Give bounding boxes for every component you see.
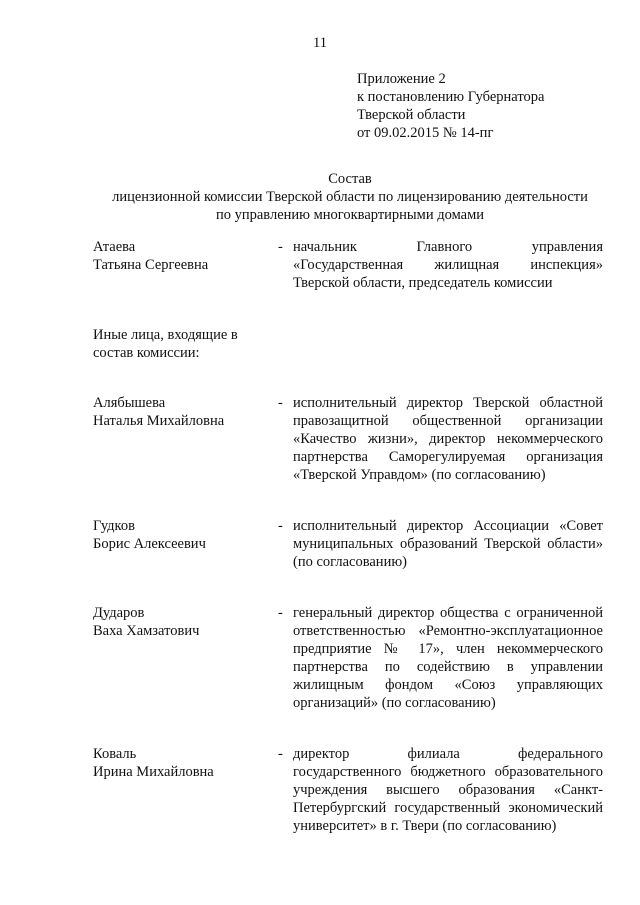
member-dash: - (278, 746, 283, 762)
member-surname: Дударов (93, 605, 145, 621)
title-line-1: Состав (328, 171, 372, 187)
member-surname: Коваль (93, 746, 137, 762)
member-dash: - (278, 239, 283, 255)
member-surname: Атаева (93, 239, 136, 255)
member-given-name: Ирина Михайловна (93, 764, 214, 780)
title-line-2: лицензионной комиссии Тверской области по лицензированию деятельности (112, 189, 588, 205)
member-role: исполнительный директор Тверской областной правозащитной общественной организации «Качество жизни», директор некоммерческого партнерства Саморегулируемая организация «Тверской Управдом» (по согласованию) (293, 395, 603, 483)
member-given-name: Наталья Михайловна (93, 413, 225, 429)
appendix-line-3: Тверской области (357, 107, 466, 123)
member-surname: Гудков (93, 518, 135, 534)
member-role: директор филиала федерального государственного бюджетного образовательного учреждения высшего образования «Санкт-Петербургский государственный экономический университет» в г. Твери (по согласованию) (293, 746, 603, 834)
member-dash: - (278, 395, 283, 411)
member-item (93, 517, 603, 571)
page-number: 11 (313, 35, 327, 51)
appendix-line-2: к постановлению Губернатора (357, 89, 545, 105)
member-name (93, 604, 278, 712)
member-given-name: Татьяна Сергеевна (93, 257, 209, 273)
member-item (93, 604, 603, 712)
member-role: начальник Главного управления «Государственная жилищная инспекция» Тверской области, председатель комиссии (293, 239, 603, 291)
member-given-name: Борис Алексеевич (93, 536, 206, 552)
member-name (93, 238, 278, 292)
title-line-3: по управлению многоквартирными домами (215, 207, 485, 223)
member-name (93, 745, 278, 835)
member-name (93, 517, 278, 571)
member-surname: Алябышева (93, 395, 166, 411)
member-dash: - (278, 605, 283, 621)
appendix-line-1: Приложение 2 (357, 71, 446, 87)
member-item (93, 745, 603, 835)
member-dash: - (278, 518, 283, 534)
appendix-note (357, 70, 627, 142)
member-role: генеральный директор общества с ограниченной ответственностью «Ремонтно-эксплуатационное предприятие № 17», член некоммерческого партнерства по содействию в управлении жилищным фондом «Союз управляющих организаций» (по согласованию) (293, 605, 603, 711)
member-given-name: Ваха Хамзатович (93, 623, 200, 639)
member-role: исполнительный директор Ассоциации «Совет муниципальных образований Тверской области» (по согласованию) (293, 518, 603, 570)
member-chair (93, 238, 603, 292)
member-item (93, 394, 603, 484)
document-title (60, 170, 640, 224)
commission-members (93, 238, 603, 835)
others-label: Иные лица, входящие в состав комиссии: (93, 327, 238, 361)
appendix-line-4: от 09.02.2015 № 14-пг (357, 125, 494, 141)
member-name (93, 394, 278, 484)
